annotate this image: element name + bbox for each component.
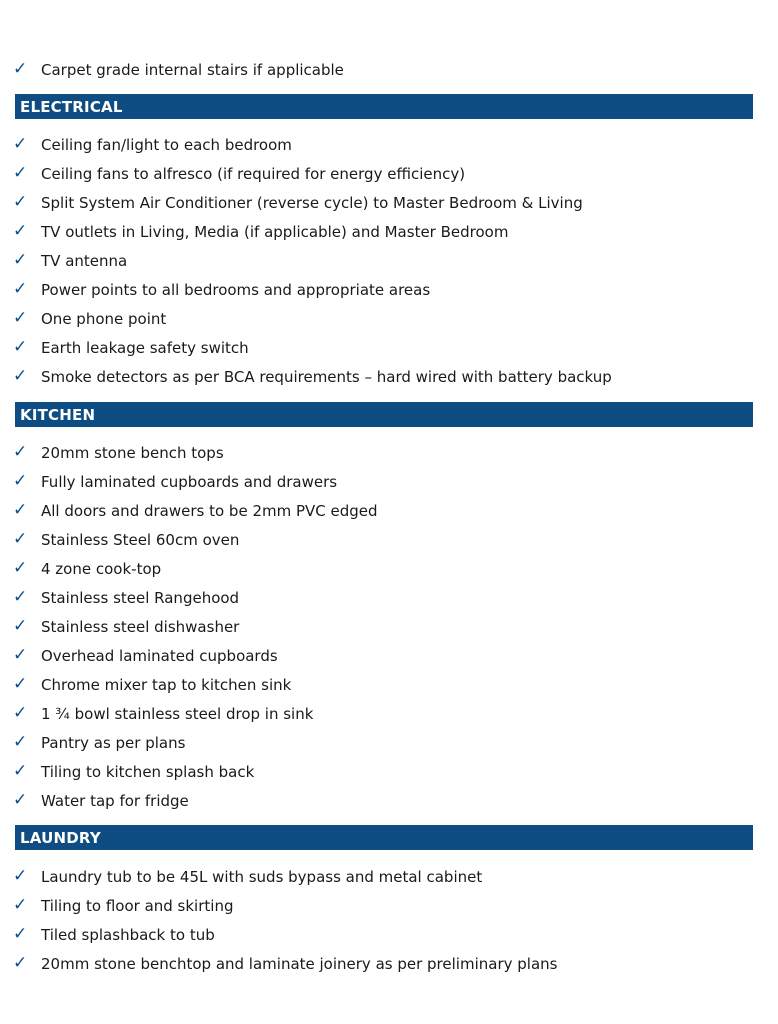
- item-text: Earth leakage safety switch: [41, 338, 249, 357]
- list-item: [0, 786, 189, 815]
- checkmark-icon: ✓: [13, 558, 28, 578]
- section-title: ELECTRICAL: [20, 97, 123, 116]
- item-text: Split System Air Conditioner (reverse cycle) to Master Bedroom & Living: [41, 193, 583, 212]
- list-item: [0, 554, 161, 583]
- list-item: [0, 496, 378, 525]
- list-item: [0, 467, 337, 496]
- checkmark-icon: ✓: [13, 529, 28, 549]
- list-item: [0, 159, 465, 188]
- list-item: [0, 728, 185, 757]
- list-item: [0, 920, 215, 949]
- checkmark-icon: ✓: [13, 442, 28, 462]
- item-text: TV outlets in Living, Media (if applicable) and Master Bedroom: [41, 222, 509, 241]
- item-text: Chrome mixer tap to kitchen sink: [41, 675, 292, 694]
- list-item: [0, 130, 292, 159]
- item-text: Tiling to floor and skirting: [41, 896, 234, 915]
- item-text: Overhead laminated cupboards: [41, 646, 278, 665]
- checkmark-icon: ✓: [13, 924, 28, 944]
- checkmark-icon: ✓: [13, 895, 28, 915]
- list-item: [0, 670, 291, 699]
- checkmark-icon: ✓: [13, 366, 28, 386]
- item-text: One phone point: [41, 309, 167, 328]
- item-text: 20mm stone bench tops: [41, 443, 224, 462]
- item-text: Power points to all bedrooms and appropriate areas: [41, 280, 431, 299]
- list-item: [0, 333, 249, 362]
- item-text: 20mm stone benchtop and laminate joinery as per preliminary plans: [41, 954, 558, 973]
- list-item: [0, 583, 239, 612]
- item-text: Pantry as per plans: [41, 733, 186, 752]
- item-text: Ceiling fan/light to each bedroom: [41, 135, 292, 154]
- list-item: [0, 275, 430, 304]
- checkmark-icon: ✓: [13, 866, 28, 886]
- item-text: Tiled splashback to tub: [41, 925, 215, 944]
- checkmark-icon: ✓: [13, 587, 28, 607]
- item-text: TV antenna: [41, 251, 128, 270]
- checkmark-icon: ✓: [13, 134, 28, 154]
- checkmark-icon: ✓: [13, 337, 28, 357]
- list-item: [0, 217, 508, 246]
- list-item: [0, 699, 313, 728]
- checkmark-icon: ✓: [13, 59, 28, 79]
- checkmark-icon: ✓: [13, 163, 28, 183]
- section-title: KITCHEN: [20, 405, 96, 424]
- list-item: [0, 641, 278, 670]
- list-item: [0, 949, 557, 978]
- item-text: Fully laminated cupboards and drawers: [41, 472, 338, 491]
- item-text: 4 zone cook-top: [41, 559, 162, 578]
- list-item: [0, 525, 239, 554]
- checkmark-icon: ✓: [13, 790, 28, 810]
- list-item: [0, 362, 612, 391]
- item-text: 1 ¾ bowl stainless steel drop in sink: [41, 704, 314, 723]
- section-header-electrical: [15, 94, 753, 119]
- checkmark-icon: ✓: [13, 221, 28, 241]
- checkmark-icon: ✓: [13, 279, 28, 299]
- checkmark-icon: ✓: [13, 674, 28, 694]
- checkmark-icon: ✓: [13, 761, 28, 781]
- section-title: LAUNDRY: [20, 828, 101, 847]
- list-item: [0, 246, 127, 275]
- item-text: Carpet grade internal stairs if applicable: [41, 60, 344, 79]
- item-text: Smoke detectors as per BCA requirements – hard wired with battery backup: [41, 367, 612, 386]
- list-item: [0, 304, 166, 333]
- checkmark-icon: ✓: [13, 500, 28, 520]
- item-text: Laundry tub to be 45L with suds bypass and metal cabinet: [41, 867, 483, 886]
- list-item: [0, 891, 233, 920]
- item-text: Water tap for fridge: [41, 791, 189, 810]
- checkmark-icon: ✓: [13, 645, 28, 665]
- checkmark-icon: ✓: [13, 471, 28, 491]
- checkmark-icon: ✓: [13, 703, 28, 723]
- list-item: [0, 438, 224, 467]
- checkmark-icon: ✓: [13, 192, 28, 212]
- item-text: Stainless steel dishwasher: [41, 617, 240, 636]
- list-item: [0, 757, 254, 786]
- item-text: All doors and drawers to be 2mm PVC edged: [41, 501, 378, 520]
- list-item: [0, 188, 583, 217]
- checkmark-icon: ✓: [13, 308, 28, 328]
- section-header-laundry: [15, 825, 753, 850]
- item-text: Ceiling fans to alfresco (if required for energy efficiency): [41, 164, 466, 183]
- checkmark-icon: ✓: [13, 953, 28, 973]
- item-text: Stainless Steel 60cm oven: [41, 530, 240, 549]
- item-text: Tiling to kitchen splash back: [41, 762, 255, 781]
- list-item: [0, 612, 239, 641]
- checkmark-icon: ✓: [13, 250, 28, 270]
- item-text: Stainless steel Rangehood: [41, 588, 240, 607]
- checkmark-icon: ✓: [13, 732, 28, 752]
- section-header-kitchen: [15, 402, 753, 427]
- list-item: [0, 55, 344, 84]
- checkmark-icon: ✓: [13, 616, 28, 636]
- list-item: [0, 862, 482, 891]
